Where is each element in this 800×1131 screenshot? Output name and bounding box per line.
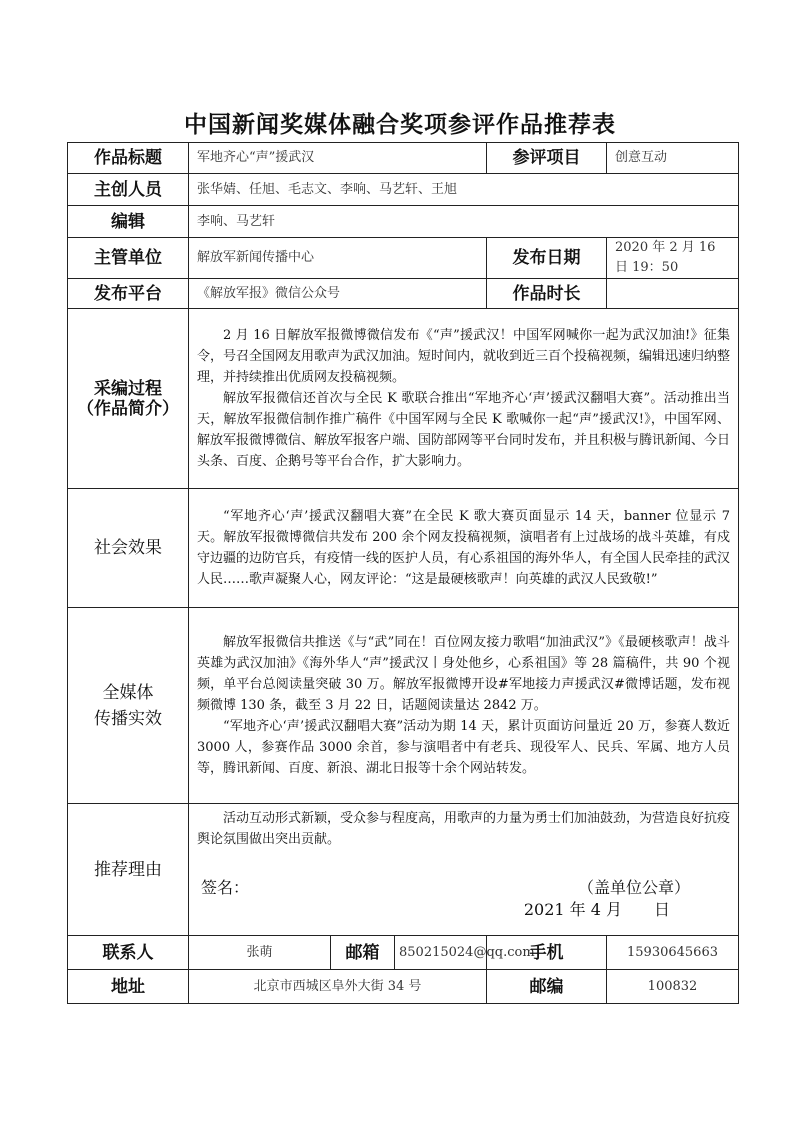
page-title: 中国新闻奖媒体融合奖项参评作品推荐表 xyxy=(184,111,616,138)
row-social xyxy=(68,489,739,608)
contact-value: 张萌 xyxy=(189,936,331,970)
row-contact xyxy=(68,936,739,970)
address-label: 地址 xyxy=(68,970,189,1004)
process-paragraph-1: 2 月 16 日解放军报微博微信发布《“声”援武汉！中国军网喊你一起为武汉加油!》征集令，号召全国网友用歌声为武汉加油。短时间内，就收到近三百个投稿视频，编辑迅速归纳整理，并持续推出优质网友投稿视频。 xyxy=(197,328,731,385)
editors-label: 编辑 xyxy=(68,206,189,238)
phone-value: 15930645663 xyxy=(607,936,739,970)
contact-label: 联系人 xyxy=(68,936,189,970)
row-spread xyxy=(68,608,739,804)
spread-content xyxy=(189,608,739,804)
reason-content xyxy=(189,804,739,936)
row-process xyxy=(68,309,739,489)
signature-row xyxy=(197,878,730,898)
process-content xyxy=(189,309,739,489)
work-title-label: 作品标题 xyxy=(68,143,189,174)
row-supervisor xyxy=(68,238,739,279)
email-value: 850215024@qq.com xyxy=(395,936,487,970)
phone-label: 手机 xyxy=(487,936,607,970)
row-creators xyxy=(68,174,739,206)
platform-label: 发布平台 xyxy=(68,279,189,309)
creators-value: 张华婧、任旭、毛志文、李响、马艺轩、王旭 xyxy=(189,174,739,206)
row-platform xyxy=(68,279,739,309)
supervisor-value: 解放军新闻传播中心 xyxy=(189,238,487,279)
recommendation-form xyxy=(67,142,739,1004)
spread-label-line2: 传播实效 xyxy=(94,708,162,729)
process-paragraph-2: 解放军报微信还首次与全民 K 歌联合推出“军地齐心‘声’援武汉翻唱大赛”。活动推出当天，解放军报微信制作推广稿件《中国军网与全民 K 歌喊你一起“声”援武汉!》，中国军网、解放军报微博微信、解放军报客户端、国防部网等平台同时发布，并且积极与腾讯新闻、今日头条、百度、企鹅号等平台合作，扩大影响力。 xyxy=(197,391,731,469)
seal-label: （盖单位公章） xyxy=(577,878,690,897)
process-label xyxy=(68,309,189,489)
category-value: 创意互动 xyxy=(607,143,739,174)
row-reason xyxy=(68,804,739,936)
postcode-value: 100832 xyxy=(607,970,739,1004)
supervisor-label: 主管单位 xyxy=(68,238,189,279)
signature-label: 签名： xyxy=(201,878,250,897)
work-title-value: 军地齐心“声”援武汉 xyxy=(189,143,487,174)
reason-label: 推荐理由 xyxy=(68,804,189,936)
social-label: 社会效果 xyxy=(68,489,189,608)
creators-label: 主创人员 xyxy=(68,174,189,206)
process-label-line1: 采编过程 xyxy=(94,378,162,399)
spread-paragraph-2: “军地齐心‘声’援武汉翻唱大赛”活动为期 14 天，累计页面访问量近 20 万，参赛人数近 3000 人，参赛作品 3000 余首，参与演唱者中有老兵、现役军人、民兵、军属、地方人员等，腾讯新闻、百度、新浪、湖北日报等十余个网站转发。 xyxy=(197,719,730,776)
address-value: 北京市西城区阜外大街 34 号 xyxy=(189,970,487,1004)
spread-label-line1: 全媒体 xyxy=(102,682,154,703)
spread-label xyxy=(68,608,189,804)
publish-date-label: 发布日期 xyxy=(487,238,607,279)
row-address xyxy=(68,970,739,1004)
platform-value: 《解放军报》微信公众号 xyxy=(189,279,487,309)
reason-text: 活动互动形式新颖，受众参与程度高，用歌声的力量为勇士们加油鼓劲，为营造良好抗疫舆论氛围做出突出贡献。 xyxy=(197,811,731,847)
duration-value xyxy=(607,279,739,309)
postcode-label: 邮编 xyxy=(487,970,607,1004)
process-label-line2: （作品简介） xyxy=(77,398,179,419)
social-paragraph-1: “军地齐心‘声’援武汉翻唱大赛”在全民 K 歌大赛页面显示 14 天，banner 位显示 7 天。解放军报微博微信共发布 200 余个网友投稿视频，演唱者有上过战场的战斗英雄，有戍守边疆的边防官兵，有疫情一线的医护人员，有心系祖国的海外华人，有全国人民牵挂的武汉人民……歌声凝聚人心，网友评论：“这是最硬核歌声！向英雄的武汉人民致敬!” xyxy=(197,509,731,587)
social-content xyxy=(189,489,739,608)
row-editors xyxy=(68,206,739,238)
duration-label: 作品时长 xyxy=(487,279,607,309)
signature-date: 2021 年 4 月 日 xyxy=(523,900,670,919)
category-label: 参评项目 xyxy=(487,143,607,174)
email-label: 邮箱 xyxy=(331,936,395,970)
spread-paragraph-1: 解放军报微信共推送《与“武”同在！百位网友接力歌唱“加油武汉”》《最硬核歌声！战斗英雄为武汉加油》《海外华人“声”援武汉丨身处他乡，心系祖国》等 28 篇稿件，共 90 个视频，单平台总阅读量突破 30 万。解放军报微博开设#军地接力声援武汉#微博话题，发布视频微博 130 条，截至 3 月 22 日，话题阅读量达 2842 万。 xyxy=(197,635,730,713)
editors-value: 李响、马艺轩 xyxy=(189,206,739,238)
row-work-title xyxy=(68,143,739,174)
publish-date-value: 2020 年 2 月 16 日 19：50 xyxy=(607,238,739,279)
